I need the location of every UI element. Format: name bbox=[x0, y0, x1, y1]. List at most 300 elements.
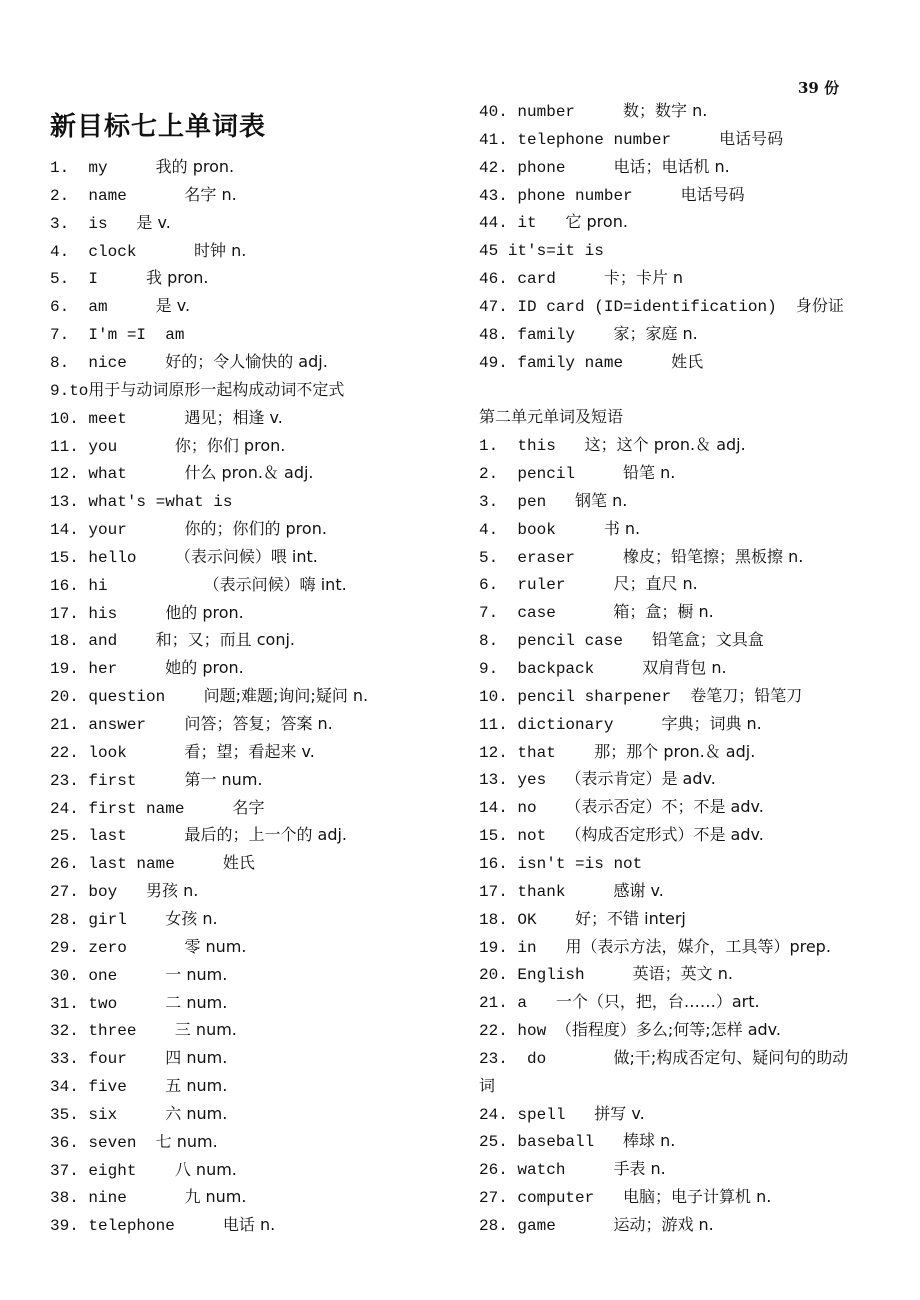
entry-spacer bbox=[508, 1189, 518, 1207]
entry-spacer bbox=[508, 771, 518, 789]
chinese-meaning: 钢笔 n. bbox=[575, 490, 628, 510]
english-word: watch bbox=[517, 1161, 566, 1180]
english-word: spell bbox=[517, 1105, 566, 1124]
english-word: six bbox=[88, 1105, 118, 1124]
entry-number: 1. bbox=[50, 159, 70, 177]
english-word: isn't =is not bbox=[517, 854, 643, 873]
english-word: what's =what is bbox=[88, 493, 233, 512]
vocab-entry bbox=[479, 964, 733, 985]
chinese-meaning: 英语；英文 n. bbox=[632, 964, 733, 984]
vocab-entry bbox=[479, 797, 764, 818]
english-word: family bbox=[517, 325, 576, 344]
entry-number: 23. bbox=[50, 771, 79, 790]
entry-gap bbox=[117, 632, 155, 650]
english-word: it bbox=[517, 214, 537, 233]
entry-number: 27. bbox=[479, 1189, 508, 1208]
vocab-entry bbox=[50, 436, 285, 457]
chinese-meaning: 好；不错 interj bbox=[575, 908, 686, 928]
entry-gap bbox=[546, 1022, 556, 1040]
entry-spacer bbox=[79, 827, 89, 845]
entry-gap bbox=[537, 214, 566, 232]
vocab-entry bbox=[50, 630, 295, 651]
vocab-entry bbox=[50, 575, 347, 596]
entry-gap bbox=[556, 1217, 614, 1235]
entry-gap bbox=[117, 660, 165, 678]
english-word: telephone bbox=[88, 1217, 175, 1236]
english-word: one bbox=[88, 966, 118, 985]
entry-number: 45 bbox=[479, 242, 499, 261]
entry-number: 35. bbox=[50, 1105, 79, 1124]
entry-number: 9. bbox=[479, 660, 499, 678]
english-word: nine bbox=[88, 1189, 127, 1208]
english-word: game bbox=[517, 1217, 556, 1235]
chinese-meaning: 七 num. bbox=[155, 1131, 218, 1151]
entry-number: 19. bbox=[50, 660, 79, 679]
entry-spacer bbox=[508, 855, 518, 873]
entry-gap bbox=[127, 827, 185, 845]
english-word: how bbox=[517, 1022, 547, 1041]
entry-gap bbox=[146, 716, 184, 734]
entry-spacer bbox=[79, 1162, 89, 1180]
chinese-meaning: 看；望；看起来 v. bbox=[184, 741, 315, 761]
english-word: computer bbox=[517, 1189, 595, 1208]
entry-spacer bbox=[508, 1106, 518, 1124]
english-word: and bbox=[88, 632, 118, 651]
entry-spacer bbox=[69, 159, 88, 177]
entry-spacer bbox=[79, 493, 89, 511]
vocab-entry bbox=[50, 380, 344, 401]
chinese-meaning: 运动；游戏 n. bbox=[613, 1215, 714, 1234]
chinese-meaning: 女孩 n. bbox=[165, 908, 218, 928]
chinese-meaning: 二 num. bbox=[165, 992, 228, 1012]
entry-spacer bbox=[79, 465, 89, 483]
chinese-meaning: 我 pron. bbox=[146, 268, 209, 288]
vocab-entry bbox=[479, 463, 675, 484]
english-word: question bbox=[88, 688, 166, 707]
entry-number: 14. bbox=[479, 799, 508, 818]
entry-spacer bbox=[508, 159, 518, 177]
vocab-entry bbox=[50, 241, 246, 262]
entry-number: 29. bbox=[50, 938, 79, 957]
vocab-entry bbox=[479, 1020, 781, 1041]
entry-gap bbox=[585, 966, 633, 984]
entry-number: 10. bbox=[479, 687, 508, 706]
vocab-entry bbox=[479, 491, 627, 512]
entry-spacer bbox=[69, 326, 88, 344]
entry-number: 5. bbox=[50, 270, 70, 289]
english-word: phone number bbox=[517, 186, 633, 205]
vocab-entry bbox=[50, 881, 198, 902]
chinese-meaning: 电话号码 bbox=[680, 184, 745, 204]
entry-number: 23. bbox=[479, 1049, 508, 1068]
entry-spacer bbox=[69, 298, 88, 316]
entry-gap bbox=[117, 995, 165, 1013]
entry-number: 2. bbox=[479, 465, 499, 484]
entry-number: 21. bbox=[479, 994, 508, 1013]
chinese-meaning: 三 num. bbox=[174, 1020, 237, 1040]
entry-number: 36. bbox=[50, 1133, 79, 1152]
entry-number: 43. bbox=[479, 186, 508, 205]
chinese-meaning: 字典；词典 n. bbox=[661, 713, 762, 733]
vocab-entry bbox=[479, 825, 764, 846]
entry-gap bbox=[117, 605, 165, 623]
entry-number: 8. bbox=[479, 632, 499, 651]
chinese-meaning: （表示问候）喂 int. bbox=[174, 546, 318, 566]
entry-gap bbox=[136, 1022, 174, 1040]
copies-label: 39 份 bbox=[798, 79, 840, 97]
chinese-meaning: 问题;难题;询问;疑问 n. bbox=[203, 686, 369, 706]
english-word: not bbox=[517, 827, 547, 846]
entry-number: 11. bbox=[50, 437, 79, 456]
entry-number: 48. bbox=[479, 325, 508, 344]
english-word: clock bbox=[88, 242, 137, 261]
vocab-entry bbox=[479, 1215, 714, 1236]
chinese-meaning: 一个（只，把，台……）art. bbox=[555, 992, 760, 1012]
chinese-meaning: 铅笔盒；文具盒 bbox=[651, 630, 764, 650]
entry-spacer bbox=[79, 438, 89, 456]
entry-number: 10. bbox=[50, 409, 79, 428]
english-word: I'm =I am bbox=[88, 326, 185, 345]
entry-gap bbox=[175, 1217, 223, 1235]
entry-gap bbox=[565, 883, 613, 901]
english-word: meet bbox=[88, 409, 127, 428]
entry-spacer bbox=[508, 911, 518, 929]
entry-number: 42. bbox=[479, 158, 508, 177]
entry-gap bbox=[565, 576, 613, 594]
entry-gap bbox=[546, 827, 565, 845]
entry-spacer bbox=[508, 298, 518, 316]
entry-spacer bbox=[508, 994, 518, 1012]
entry-number: 47. bbox=[479, 297, 508, 316]
entry-gap bbox=[127, 187, 185, 205]
chinese-meaning: 名字 bbox=[232, 797, 265, 817]
entry-gap bbox=[575, 326, 613, 344]
chinese-meaning: 箱；盒；橱 n. bbox=[613, 602, 714, 622]
entry-spacer bbox=[498, 576, 517, 594]
vocab-entry bbox=[50, 798, 264, 819]
vocab-entry bbox=[479, 909, 686, 930]
entry-gap bbox=[594, 660, 642, 678]
vocab-entry bbox=[50, 1076, 227, 1097]
vocab-entry bbox=[50, 909, 218, 930]
entry-number: 44. bbox=[479, 214, 508, 233]
chinese-meaning: 手表 n. bbox=[613, 1159, 666, 1179]
english-word: ruler bbox=[517, 576, 566, 595]
entry-number: 20. bbox=[50, 688, 79, 707]
english-word: answer bbox=[88, 716, 147, 734]
english-word: it's=it is bbox=[507, 242, 604, 261]
entry-number: 33. bbox=[50, 1050, 79, 1069]
english-word: yes bbox=[517, 771, 547, 790]
entry-gap bbox=[556, 744, 594, 762]
entry-gap bbox=[594, 1133, 623, 1151]
vocab-entry bbox=[479, 742, 755, 763]
english-word: baseball bbox=[517, 1133, 595, 1152]
chinese-meaning: 它 pron. bbox=[565, 212, 628, 232]
vocab-entry bbox=[50, 658, 244, 679]
vocab-entry bbox=[50, 1187, 246, 1208]
english-word: first name bbox=[88, 799, 185, 818]
entry-gap bbox=[633, 187, 681, 205]
vocab-entry bbox=[50, 213, 171, 234]
entry-spacer bbox=[498, 549, 517, 567]
entry-spacer bbox=[79, 1078, 89, 1096]
entry-spacer bbox=[508, 1161, 518, 1179]
chinese-meaning: 五 num. bbox=[165, 1076, 228, 1096]
chinese-meaning: 那；那个 pron.＆ adj. bbox=[594, 741, 756, 761]
chinese-meaning: （指程度）多么;何等;怎样 adv. bbox=[555, 1020, 781, 1040]
entry-gap bbox=[556, 270, 604, 288]
english-word: English bbox=[517, 966, 585, 985]
english-word: hello bbox=[88, 548, 137, 567]
entry-spacer bbox=[508, 1022, 518, 1040]
entry-gap bbox=[594, 1189, 623, 1207]
chinese-meaning: 双肩背包 n. bbox=[642, 658, 727, 677]
entry-spacer bbox=[79, 716, 89, 734]
chinese-meaning: 零 num. bbox=[184, 936, 247, 956]
english-word: boy bbox=[88, 883, 118, 902]
entry-spacer bbox=[79, 1050, 89, 1068]
entry-spacer bbox=[508, 883, 518, 901]
chinese-meaning: 你；你们 pron. bbox=[174, 435, 286, 455]
entry-gap bbox=[623, 354, 671, 372]
english-word: seven bbox=[88, 1133, 137, 1152]
entry-number: 18. bbox=[479, 910, 508, 929]
chinese-meaning: （表示问候）嗨 int. bbox=[203, 574, 347, 594]
vocab-entry bbox=[479, 714, 762, 735]
chinese-meaning: 姓氏 bbox=[222, 853, 255, 873]
entry-spacer bbox=[508, 270, 518, 288]
vocab-entry bbox=[50, 296, 190, 317]
chinese-meaning: 拼写 v. bbox=[594, 1103, 645, 1123]
vocab-entry bbox=[479, 129, 783, 150]
entry-spacer bbox=[79, 660, 89, 678]
english-word: is bbox=[88, 214, 108, 233]
entry-number: 46. bbox=[479, 270, 508, 289]
vocab-entry bbox=[479, 435, 746, 456]
entry-number: 6. bbox=[50, 298, 70, 317]
vocab-entry bbox=[479, 1131, 675, 1152]
vocab-entry bbox=[479, 212, 628, 233]
entry-number: 26. bbox=[50, 855, 79, 874]
vocab-entry bbox=[50, 1132, 218, 1153]
chinese-meaning: 和；又；而且 conj. bbox=[155, 630, 295, 650]
entry-number: 32. bbox=[50, 1022, 79, 1041]
english-word: do bbox=[517, 1049, 547, 1068]
chinese-meaning: 男孩 n. bbox=[146, 881, 199, 901]
entry-spacer bbox=[508, 716, 518, 734]
entry-spacer bbox=[508, 187, 518, 205]
entry-spacer bbox=[79, 800, 89, 818]
entry-number: 26. bbox=[479, 1161, 508, 1180]
entry-number: 16. bbox=[50, 576, 79, 595]
entry-spacer bbox=[79, 911, 89, 929]
english-word: that bbox=[517, 743, 556, 762]
entry-number: 27. bbox=[50, 883, 79, 902]
entry-number: 20. bbox=[479, 966, 508, 985]
chinese-meaning: （表示否定）不；不是 adv. bbox=[565, 797, 764, 817]
english-word: eight bbox=[88, 1161, 137, 1180]
entry-spacer bbox=[508, 214, 518, 232]
vocab-entry bbox=[50, 352, 328, 373]
vocab-entry bbox=[50, 324, 184, 345]
vocab-entry bbox=[50, 1104, 227, 1125]
entry-spacer bbox=[69, 187, 88, 205]
english-word: you bbox=[88, 437, 118, 456]
entry-number: 3. bbox=[50, 214, 70, 233]
entry-gap bbox=[575, 549, 623, 567]
entry-gap bbox=[127, 1050, 165, 1068]
chinese-meaning: 电话；电话机 n. bbox=[613, 156, 730, 176]
vocab-entry bbox=[479, 296, 844, 317]
entry-spacer bbox=[498, 660, 517, 678]
entry-spacer bbox=[508, 1050, 518, 1068]
entry-number: 17. bbox=[50, 604, 79, 623]
entry-spacer bbox=[508, 966, 518, 984]
chinese-meaning: 姓氏 bbox=[671, 351, 704, 371]
vocab-entry bbox=[479, 547, 803, 568]
vocab-entry bbox=[50, 1215, 275, 1236]
entry-spacer bbox=[508, 131, 518, 149]
chinese-meaning: 四 num. bbox=[165, 1048, 228, 1068]
english-word: book bbox=[517, 520, 556, 539]
chinese-meaning: 身份证 bbox=[795, 295, 844, 315]
entry-gap bbox=[117, 438, 175, 456]
entry-number: 5. bbox=[479, 548, 499, 567]
vocab-entry bbox=[479, 937, 831, 958]
chinese-meaning: 她的 pron. bbox=[165, 658, 244, 678]
vocab-entry bbox=[479, 268, 683, 289]
entry-spacer bbox=[498, 493, 517, 511]
entry-gap bbox=[537, 939, 566, 957]
entry-gap bbox=[136, 1162, 174, 1180]
english-word: card bbox=[517, 270, 556, 289]
entry-spacer bbox=[79, 1189, 89, 1207]
entry-spacer bbox=[498, 521, 517, 539]
english-word: what bbox=[88, 465, 127, 484]
chinese-meaning: 你的；你们的 pron. bbox=[184, 519, 327, 539]
chinese-meaning: 做;干;构成否定句、疑问句的助动 bbox=[613, 1047, 849, 1067]
english-word: to bbox=[69, 381, 89, 400]
entry-number: 49. bbox=[479, 353, 508, 372]
entry-gap bbox=[575, 103, 623, 121]
entry-gap bbox=[117, 883, 146, 901]
entry-number: 28. bbox=[50, 910, 79, 929]
entry-gap bbox=[623, 632, 652, 650]
entry-spacer bbox=[508, 1133, 518, 1151]
english-word: in bbox=[517, 938, 537, 957]
entry-gap bbox=[127, 1189, 185, 1207]
entry-gap bbox=[565, 1106, 594, 1124]
vocab-entry bbox=[50, 408, 283, 429]
entry-spacer bbox=[79, 744, 89, 762]
vocab-entry bbox=[479, 769, 716, 790]
entry-gap bbox=[117, 967, 165, 985]
entry-spacer bbox=[79, 855, 89, 873]
entry-number: 9. bbox=[50, 381, 70, 400]
entry-spacer bbox=[79, 605, 89, 623]
entry-gap bbox=[556, 521, 604, 539]
entry-spacer bbox=[508, 326, 518, 344]
entry-number: 4. bbox=[479, 520, 499, 539]
entry-gap bbox=[108, 298, 156, 316]
vocab-entry bbox=[479, 519, 640, 540]
entry-number: 3. bbox=[479, 492, 499, 511]
chinese-meaning: 尺；直尺 n. bbox=[613, 574, 698, 594]
english-word: dictionary bbox=[517, 715, 614, 734]
english-word: four bbox=[88, 1050, 127, 1069]
vocab-entry bbox=[50, 185, 237, 206]
entry-spacer bbox=[69, 270, 88, 288]
vocab-entry bbox=[50, 993, 227, 1014]
english-word: my bbox=[88, 159, 108, 177]
entry-gap bbox=[777, 298, 796, 316]
entry-gap bbox=[556, 437, 585, 455]
chinese-meaning: 好的；令人愉快的 adj. bbox=[165, 351, 328, 371]
vocab-entry bbox=[479, 1187, 771, 1208]
entry-gap bbox=[565, 159, 613, 177]
chinese-meaning: 家；家庭 n. bbox=[613, 323, 698, 343]
english-word: family name bbox=[517, 353, 624, 372]
unit2-heading: 第二单元单词及短语 bbox=[479, 407, 624, 427]
entry-number: 7. bbox=[50, 326, 70, 345]
entry-gap bbox=[136, 243, 194, 261]
chinese-meaning: 名字 n. bbox=[184, 184, 237, 204]
entry-number: 41. bbox=[479, 130, 508, 149]
entry-gap bbox=[165, 688, 203, 706]
english-word: hi bbox=[88, 576, 108, 595]
entry-gap bbox=[127, 911, 165, 929]
vocab-entry bbox=[50, 770, 263, 791]
english-word: five bbox=[88, 1078, 127, 1097]
entry-spacer bbox=[79, 939, 89, 957]
english-word: three bbox=[88, 1022, 137, 1041]
chinese-meaning: 遇见；相逢 v. bbox=[184, 407, 283, 427]
chinese-meaning: 是 v. bbox=[136, 212, 171, 232]
entry-spacer bbox=[69, 215, 88, 233]
entry-number: 12. bbox=[479, 743, 508, 762]
vocab-entry bbox=[50, 463, 314, 484]
english-word: last name bbox=[88, 855, 175, 874]
entry-number: 21. bbox=[50, 716, 79, 734]
english-word: pencil sharpener bbox=[517, 687, 672, 706]
entry-number: 40. bbox=[479, 103, 508, 121]
vocab-entry bbox=[50, 157, 234, 178]
entry-number: 37. bbox=[50, 1161, 79, 1180]
entry-number: 30. bbox=[50, 966, 79, 985]
english-word: OK bbox=[517, 910, 537, 929]
vocab-entry bbox=[479, 853, 642, 874]
vocab-entry bbox=[50, 1160, 237, 1181]
english-word: pen bbox=[517, 492, 547, 511]
entry-gap bbox=[108, 159, 156, 177]
entry-gap bbox=[136, 1134, 155, 1152]
vocab-entry bbox=[50, 491, 232, 512]
english-word: zero bbox=[88, 938, 127, 957]
entry-number: 17. bbox=[479, 882, 508, 901]
entry-gap bbox=[127, 939, 185, 957]
entry-number: 4. bbox=[50, 242, 70, 261]
english-word: look bbox=[88, 743, 127, 762]
entry-gap bbox=[184, 800, 232, 818]
chinese-meaning: （表示肯定）是 adv. bbox=[565, 769, 716, 789]
entry-number: 13. bbox=[479, 771, 508, 790]
vocab-entry bbox=[479, 602, 714, 623]
entry-number: 19. bbox=[479, 938, 508, 957]
chinese-meaning: 用于与动词原形一起构成动词不定式 bbox=[88, 379, 345, 399]
entry-number: 11. bbox=[479, 715, 508, 734]
entry-gap bbox=[613, 716, 661, 734]
